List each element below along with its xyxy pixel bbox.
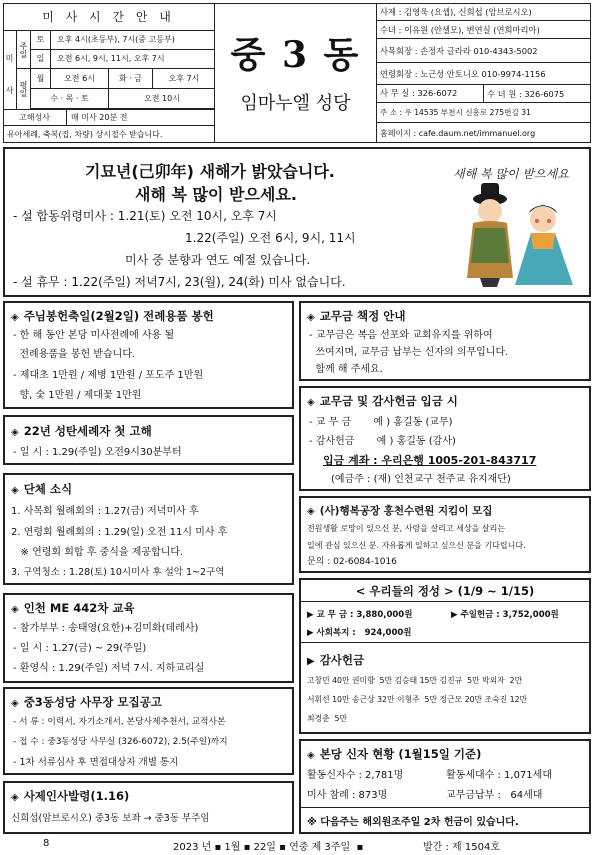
diamond-icon: ◈ — [11, 792, 19, 803]
issue-date: 2023 년 ▪ 1월 ▪ 22일 ▪ 연중 제 3주일 ▪ — [173, 842, 364, 853]
section-title: ◈ (사)행복공장 홍천수련원 지킴이 모집 — [307, 505, 493, 517]
section-title: ◈ 주님봉헌축일(2월2일) 전례용품 봉헌 — [11, 309, 214, 323]
mass-row-time: 오전 6시, 9시, 11시, 오후 7시 — [57, 54, 165, 63]
section-title: ◈ 22년 성탄세례자 첫 고해 — [11, 424, 152, 438]
section-title: ◈ 교무금 책정 안내 — [307, 309, 406, 323]
right-column — [299, 301, 591, 836]
section-line: 향, 숯 1만원 / 제대꽃 1만원 — [13, 390, 142, 401]
section-deposit — [299, 386, 591, 491]
section-line: - 교 무 금 예 ) 홍길동 (교무) — [309, 417, 453, 428]
mass-side-label — [3, 31, 17, 109]
parish-big-name: 중 3 동 — [230, 34, 361, 76]
diamond-icon: ◈ — [11, 427, 19, 438]
phone-office: 사 무 실 : 326-6072 — [377, 85, 484, 102]
newyear-item: - 설 합동위령미사 : 1.21(토) 오전 10시, 오후 7시 — [13, 209, 277, 223]
staff-sister: 수녀 : 이유원 (안셀모), 변연실 (연희마리아) — [377, 21, 591, 39]
staff-funeral: 연령회장 : 노근성 안토니오 010-9974-1156 — [377, 63, 591, 85]
weekday-label: 평일 — [17, 69, 31, 109]
diamond-icon: ◈ — [11, 604, 19, 615]
confession-label: 고해성사 — [3, 110, 67, 125]
section-line: - 교무금은 복음 선포와 교회유지를 위하여 — [309, 330, 493, 341]
section-title: ◈ 인천 ME 442차 교육 — [11, 601, 135, 615]
section-line: 신희섭(암브로시오) 중3동 보좌 → 중3동 부주임 — [11, 813, 210, 824]
diamond-icon: ◈ — [307, 397, 315, 408]
mass-row-weekday — [31, 89, 215, 109]
section-line: 1. 사목회 월례회의 : 1.27(금) 저녁미사 후 — [11, 506, 199, 517]
section-priest-appointment — [3, 781, 294, 834]
section-line: 일에 관심 있으신 분. 자유롭게 일하고 싶으신 분을 기다립니다. — [307, 541, 526, 550]
left-column — [3, 301, 294, 836]
mass-row-day: 월 — [31, 69, 51, 88]
mass-row-time2: 오후 7시 — [168, 74, 200, 83]
confession-row — [3, 109, 215, 126]
section-title: ◈ 단체 소식 — [11, 482, 73, 496]
parish-sub-name: 임마누엘 성당 — [240, 93, 351, 114]
section-office-recruit — [3, 687, 294, 775]
mass-side-label-1: 미 — [5, 54, 14, 63]
homepage[interactable]: 홈페이지 : cafe.daum.net/immanuel.org — [380, 128, 536, 138]
mass-row-time: 오전 6시 — [51, 69, 109, 88]
section-line: 쓰여지며, 교무금 납부는 신자의 의무입니다. — [309, 347, 509, 358]
newyear-item: 1.22(주일) 오전 6시, 9시, 11시 — [185, 231, 356, 245]
newyear-item: - 설 휴무 : 1.22(주일) 저녁7시, 23(월), 24(화) 미사 없습니다. — [13, 275, 346, 289]
staff-block — [377, 3, 591, 143]
section-offering — [299, 578, 591, 734]
diamond-icon: ◈ — [307, 506, 315, 517]
section-line: - 참가부부 : 송태영(요한)+김미화(데레사) — [13, 623, 199, 634]
thanks-line: 서휘선 10만 송근상 32만 이형주 5만 정근모 20만 조숙진 12만 — [307, 695, 528, 704]
section-tithe — [299, 301, 591, 381]
triangle-icon: ▶ — [307, 656, 315, 667]
section-group-news — [3, 473, 294, 585]
section-line: - 서 류 : 이력서, 자기소개서, 본당사제추천서, 교적사본 — [13, 717, 226, 727]
account-holder: (예금주 : (재) 인천교구 천주교 유지재단) — [331, 474, 511, 485]
status-active-members: 활동신자수 : 2,781명 — [307, 770, 404, 781]
section-line: - 일 시 : 1.29(주일) 오전9시30분부터 — [13, 447, 182, 458]
issue-number: 발간 : 제 1504호 — [423, 842, 500, 853]
diamond-icon: ◈ — [11, 312, 19, 323]
staff-council: 사목회장 : 손정자 글라라 010-4343-5002 — [377, 39, 591, 63]
mass-times-title: 미 사 시 간 안 내 — [3, 3, 214, 31]
offering-title: < 우리들의 정성 > (1/9 ~ 1/15) — [301, 580, 589, 602]
footer — [3, 838, 591, 853]
section-line: - 일 시 : 1.27(금) ~ 29(주일) — [13, 643, 147, 654]
phone-sister: 수 녀 원 : 326-6075 — [487, 88, 565, 99]
section-line: 전원생활 로망이 있으신 분, 사람을 살리고 세상을 살리는 — [307, 524, 506, 533]
section-line: - 제대초 1만원 / 제병 1만원 / 포도주 1만원 — [13, 370, 204, 381]
section-recruit — [299, 496, 591, 573]
offering-sunday: ▶ 주일헌금 : 3,752,000원 — [451, 610, 559, 620]
newyear-box — [3, 147, 591, 297]
section-title: ◈ 본당 신자 현황 (1월15일 기준) — [307, 747, 482, 761]
section-line: - 감사헌금 예 ) 홍길동 (감사) — [309, 436, 456, 447]
infant-note: 유아세례, 축복(집, 차량) 상시접수 받습니다. — [7, 130, 163, 139]
korean-children-illustration — [435, 153, 585, 291]
mass-row-day2: 화 · 금 — [109, 69, 153, 88]
status-tithe-households: 교무금납부 : 64세대 — [446, 790, 543, 801]
section-line: 2. 연령회 월례회의 : 1.29(일) 오전 11시 미사 후 — [11, 527, 228, 538]
section-line: 전례용품을 봉헌 받습니다. — [13, 349, 136, 360]
section-liturgy-offering — [3, 301, 294, 409]
newyear-item: 미사 중 분향과 연도 예절 있습니다. — [125, 253, 311, 267]
diamond-icon: ◈ — [307, 312, 315, 323]
section-line: - 한 해 동안 본당 미사전례에 사용 될 — [13, 330, 175, 341]
diamond-icon: ◈ — [11, 698, 19, 709]
section-line: 함께 해 주세요. — [309, 364, 383, 375]
section-me-education — [3, 593, 294, 683]
mass-row-mon — [31, 69, 215, 89]
section-line: 문의 : 02-6084-1016 — [307, 557, 397, 567]
offering-tithe: ▶ 교 무 금 : 3,880,000원 — [307, 610, 413, 620]
confession-value: 매 미사 20분 전 — [71, 113, 128, 122]
section-line: - 1차 서류심사 후 면접대상자 개별 통지 — [13, 757, 179, 768]
mass-row-day: 토 — [31, 31, 51, 49]
staff-priest: 사제 : 김영욱 (요셉), 신희섭 (암브로시오) — [377, 3, 591, 21]
phone-row — [377, 85, 591, 103]
thanks-line: 최경춘 5만 — [307, 714, 348, 723]
section-line: ※ 연령회 회합 후 중식을 제공합니다. — [11, 547, 184, 558]
diamond-icon: ◈ — [11, 485, 19, 496]
newyear-line1: 기묘년(己卯年) 새해가 밝았습니다. — [85, 162, 335, 181]
newyear-illustration — [435, 153, 585, 291]
section-member-status — [299, 739, 591, 834]
page-number: 8 — [43, 838, 50, 849]
status-households: 활동세대수 : 1,071세대 — [446, 770, 552, 781]
status-mass-attendance: 미사 참례 : 873명 — [307, 790, 388, 801]
section-title: ◈ 사제인사발령(1.16) — [11, 789, 130, 803]
section-title: ◈ 교무금 및 감사헌금 입금 시 — [307, 394, 458, 408]
section-title: ◈ 중3동성당 사무장 모집공고 — [11, 695, 162, 709]
mass-row-sun — [31, 50, 215, 69]
newyear-caption: 새해 복 많이 받으세요 — [453, 167, 569, 181]
mass-side-label-2: 사 — [5, 86, 14, 95]
offering-welfare: ▶ 사회복지 : 924,000원 — [307, 628, 412, 638]
section-first-confession — [3, 415, 294, 465]
section-line: - 접 수 : 중3동성당 사무실 (326-6072), 2.5(주일)까지 — [13, 737, 228, 747]
newyear-line2: 새해 복 많이 받으세요. — [135, 185, 297, 204]
mass-row-day: 수 · 목 · 토 — [31, 89, 109, 108]
section-title: ▶ 감사헌금 — [307, 653, 365, 667]
mass-row-time: 오후 4시(초등부), 7시(중 고등부) — [57, 35, 175, 44]
diamond-icon: ◈ — [307, 750, 315, 761]
thanks-line: 고창민 40만 권미향 5만 김승태 15만 김진규 5만 박외자 2만 — [307, 676, 523, 685]
parish-name-block — [215, 3, 377, 143]
mass-times-block — [3, 3, 215, 143]
status-note: ※ 다음주는 해외원조주일 2차 헌금이 있습니다. — [307, 817, 519, 828]
address: 주 소 : 우 14535 부천시 신흥로 275번길 31 — [377, 103, 591, 123]
section-line: - 환영식 : 1.29(주일) 저녁 7시. 지하교리실 — [13, 663, 205, 674]
weekend-label: 주일 — [17, 31, 31, 69]
section-line: 3. 구역청소 : 1.28(토) 10시미사 후 설악 1~2구역 — [11, 567, 225, 578]
mass-row-sat — [31, 31, 215, 50]
mass-row-day: 일 — [31, 50, 51, 68]
mass-row-time: 오전 10시 — [144, 94, 180, 103]
bank-account: 입금 계좌 : 우리은행 1005-201-843717 — [323, 454, 537, 467]
